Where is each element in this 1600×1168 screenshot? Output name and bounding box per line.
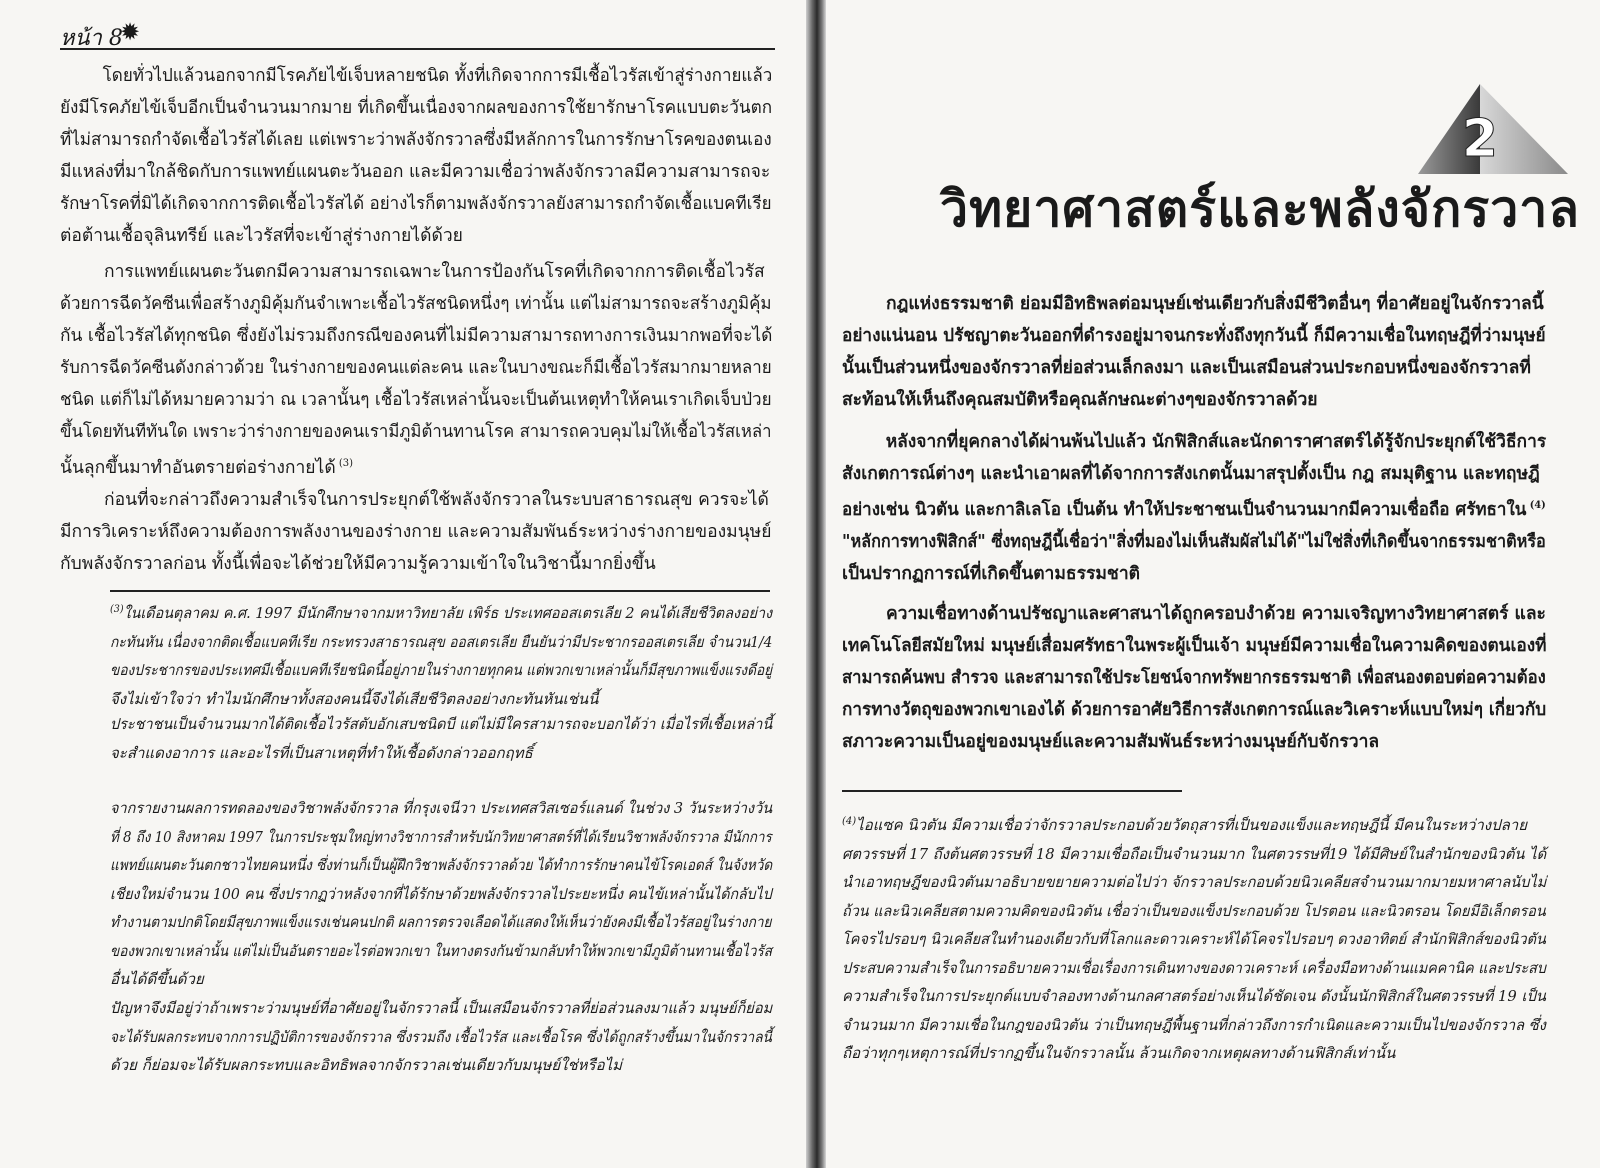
text-line: ทำงานตามปกติโดยมีสุขภาพแข็งแรงเช่นคนปกติ ผลการตรวจเลือดได้แสดงให้เห็นว่ายังคงมีเชื้อไวรัสอยู่ในร่างกาย <box>110 913 772 931</box>
text-line: สะท้อนให้เห็นถึงคุณสมบัติหรือคุณลักษณะต่างๆของจักรวาลด้วย <box>842 390 1318 410</box>
text-line: เชียงใหม่จำนวน 100 คน ซึ่งปรากฏว่าหลังจากที่ได้รักษาด้วยพลังจักรวาลไประยะหนึ่ง คนไข้เหล่านั้นได้กลับไป <box>110 884 772 903</box>
chapter-number: 2 <box>1461 109 1499 169</box>
text-line: อย่างแน่นอน ปรัชญาตะวันออกที่ดำรงอยู่มาจนกระทั่งถึงทุกวันนี้ ก็มีความเชื่อในทฤษฎีที่ว่ามนุษย์ <box>842 326 1546 346</box>
text-line: ที่ 8 ถึง 10 สิงหาคม 1997 ในการประชุมใหญ่ทางวิชาการสำหรับนักวิทยาศาสตร์ที่ได้เรียนวิชาพลังจักรวาล มีนักการ <box>110 827 772 846</box>
text-line: ขึ้นโดยทันทีทันใด เพราะว่าร่างกายของคนเรามีภูมิต้านทานโรค สามารถควบคุมไม่ให้เชื้อไวรัสเหล่า <box>60 422 772 442</box>
text-line: เทคโนโลยีสมัยใหม่ มนุษย์เสื่อมศรัทธาในพระผู้เป็นเจ้า มนุษย์มีความเชื่อในความคิดของตนเองที่ <box>842 636 1547 656</box>
right-paragraph-3 <box>842 598 1546 758</box>
footnote-geneva-report <box>110 794 772 994</box>
text-line: รักษาโรคที่มิได้เกิดจากการติดเชื้อไวรัสได้ อย่างไรก็ตามพลังจักรวาลยังสามารถกำจัดเชื้อแบคทีเรีย <box>60 194 772 214</box>
text-line: รับการฉีดวัคซีนดังกล่าวด้วย ในร่างกายของคนแต่ละคน และในบางขณะก็มีเชื้อไวรัสมากมายหลาย <box>60 358 772 378</box>
text-line: นำเอาทฤษฎีของนิวตันมาอธิบายขยายความต่อไปว่า จักรวาลประกอบด้วยนิวเคลียสจำนวนมากมายมหาศาลนับไม่ <box>842 873 1547 891</box>
sun-star-icon: ✹ <box>120 18 141 46</box>
text-line: สังเกตการณ์ต่างๆ และนำเอาผลที่ได้จากการสังเกตนั้นมาสรุปตั้งเป็น กฎ สมมุติฐาน และทฤษฎี <box>842 464 1540 484</box>
page-number: หน้า 8 <box>60 26 123 51</box>
text-line: การทางวัตถุของพวกเขาเองได้ ด้วยการอาศัยวิธีการสังเกตการณ์และวิเคราะห์แบบใหม่ๆ เกี่ยวกับ <box>842 700 1547 720</box>
text-line: ยังมีโรคภัยไข้เจ็บอีกเป็นจำนวนมากมาย ที่เกิดขึ้นเนื่องจากผลของการใช้ยารักษาโรคแบบตะวันตก <box>60 98 773 118</box>
text-line: ถือว่าทุกๆเหตุการณ์ที่ปรากฏขึ้นในจักรวาลนั้น ล้วนเกิดจากเหตุผลทางด้านฟิสิกส์เท่านั้น <box>842 1044 1396 1062</box>
text-line: สภาวะความเป็นอยู่ของมนุษย์และความสัมพันธ์ระหว่างมนุษย์กับจักรวาล <box>842 732 1380 752</box>
text-line: สามารถค้นพบ สำรวจ และสามารถใช้ประโยชน์จากทรัพยากรธรรมชาติ เพื่อสนองตอบต่อความต้อง <box>842 668 1546 688</box>
text-line: ปัญหาจึงมีอยู่ว่าถ้าเพราะว่ามนุษย์ที่อาศัยอยู่ในจักรวาลนี้ เป็นเสมือนจักรวาลที่ย่อส่วนลงมาแล้ว มนุษย์ก็ย่อม <box>110 999 773 1017</box>
footnote-marker: (3) <box>110 604 124 615</box>
chapter-title: วิทยาศาสตร์และพลังจักรวาล <box>940 180 1581 238</box>
text-line: ของพวกเขาเหล่านั้น แต่ไม่เป็นอันตรายอะไรต่อพวกเขา ในทางตรงกันข้ามกลับทำให้พวกเขามีภูมิต้านทานเชื้อไวรัส <box>110 941 772 960</box>
book-spine <box>806 0 826 1168</box>
text-line: จำนวนมาก มีความเชื่อในกฎของนิวตัน ว่าเป็นทฤษฎีพื้นฐานที่กล่าวถึงการกำเนิดและความเป็นไปของจักรวาล ซึ่ง <box>842 1015 1546 1034</box>
text-line: ด้วย ก็ย่อมจะได้รับผลกระทบและอิทธิพลจากจักรวาลเช่นเดียวกับมนุษย์ใช่หรือไม่ <box>110 1056 623 1074</box>
text-line: มีแหล่งที่มาใกล้ชิดกับการแพทย์แผนตะวันออก และมีความเชื่อว่าพลังจักรวาลมีความสามารถจะ <box>60 162 771 182</box>
text-line: "หลักการทางฟิสิกส์" ซึ่งทฤษฎีนี้เชื่อว่า"สิ่งที่มองไม่เห็นสัมผัสไม่ได้"ไม่ใช่สิ่งที่เกิดขึ้นจากธรรมชาติหรือ <box>842 531 1546 552</box>
text-line: อย่างเช่น นิวตัน และกาลิเลโอ เป็นต้น ทำให้ประชาชนเป็นจำนวนมากมีความเชื่อถือ ศรัทธาใน $^{(4)}$ <box>842 499 1546 520</box>
left-paragraph-3 <box>60 484 772 580</box>
left-paragraph-2 <box>60 256 772 484</box>
text-line: จึงไม่เข้าใจว่า ทำไมนักศึกษาทั้งสองคนนี้จึงได้เสียชีวิตลงอย่างกะทันหันเช่นนี้ <box>110 689 599 708</box>
text-line: นั้นเป็นส่วนหนึ่งของจักรวาลที่ย่อส่วนเล็กลงมา และเป็นเสมือนส่วนประกอบหนึ่งของจักรวาลที่ <box>842 358 1531 378</box>
text-line: กัน เชื้อไวรัสได้ทุกชนิด ซึ่งยังไม่รวมถึงกรณีของคนที่ไม่มีความสามารถทางการเงินมากพอที่จะได้ <box>60 326 773 346</box>
right-paragraph-2 <box>842 426 1546 590</box>
text-line: ของประชากรของประเทศมีเชื้อแบคทีเรียชนิดนี้อยู่ภายในร่างกายทุกคน แต่พวกเขาเหล่านั้นก็มีสุขภาพแข็งแรงดีอยู่ <box>110 661 773 679</box>
text-line: $^{(4)}$ไอแซค นิวตัน มีความเชื่อว่าจักรวาลประกอบด้วยวัตถุสารที่เป็นของแข็งและทฤษฎีนี้ มีคนในระหว่างปลาย <box>842 816 1528 834</box>
text-line: ก่อนที่จะกล่าวถึงความสำเร็จในการประยุกต์ใช้พลังจักรวาลในระบบสาธารณสุข ควรจะได้ <box>104 490 769 510</box>
text-line: เป็นปรากฏการณ์ที่เกิดขึ้นตามธรรมชาติ <box>842 563 1141 584</box>
text-line: กฎแห่งธรรมชาติ ย่อมมีอิทธิพลต่อมนุษย์เช่นเดียวกับสิ่งมีชีวิตอื่นๆ ที่อาศัยอยู่ในจักรวาลนี้ <box>886 294 1544 314</box>
text-line: จะสำแดงอาการ และอะไรที่เป็นสาเหตุที่ทำให้เชื้อดังกล่าวออกฤทธิ์ <box>110 743 533 762</box>
footnote-question <box>110 994 772 1080</box>
text-line: ประสบความสำเร็จในการอธิบายความเชื่อเรื่องการเดินทางของดาวเคราะห์ เครื่องมือทางด้านแมคคานิค และประสบ <box>842 958 1546 977</box>
text-line: ความเชื่อทางด้านปรัชญาและศาสนาได้ถูกครอบงำด้วย ความเจริญทางวิทยาศาสตร์ และ <box>885 604 1546 624</box>
footnote-4 <box>842 808 1546 1068</box>
chapter-pyramid-icon <box>1418 84 1568 174</box>
footnote-hepatitis <box>110 710 772 767</box>
footnote-reference[interactable]: (4) <box>1526 500 1546 511</box>
text-line: กับพลังจักรวาลก่อน ทั้งนี้เพื่อจะได้ช่วยให้มีความรู้ความเข้าใจในวิชานี้มากยิ่งขึ้น <box>60 554 656 574</box>
text-line: กะทันหัน เนื่องจากติดเชื้อแบคทีเรีย กระทรวงสาธารณสุข ออสเตรเลีย ยืนยันว่ามีประชากรออสเตรเลีย จำนวน1/4 <box>110 632 773 651</box>
left-paragraph-1 <box>60 60 772 252</box>
text-line: หลังจากที่ยุคกลางได้ผ่านพ้นไปแล้ว นักฟิสิกส์และนักดาราศาสตร์ได้รู้จักประยุกต์ใช้วิธีการ <box>885 432 1547 452</box>
text-line: จะได้รับผลกระทบจากการปฏิบัติการของจักรวาล ซึ่งรวมถึง เชื้อไวรัส และเชื้อโรค ซึ่งได้ถูกสร้างขึ้นมาในจักรวาลนี้ <box>110 1027 772 1046</box>
text-line: แพทย์แผนตะวันตกชาวไทยคนหนึ่ง ซึ่งท่านก็เป็นผู้ฝึกวิชาพลังจักรวาลด้วย ได้ทำการรักษาคนไข้โรคเอดส์ ในจังหวัด <box>110 856 773 874</box>
footnote-reference[interactable]: (3) <box>335 458 354 469</box>
text-line: ความสำเร็จในการประยุกต์แบบจำลองทางด้านกลศาสตร์อย่างเห็นได้ชัดเจน ดังนั้นนักฟิสิกส์ในศตวรรษที่ 19 เป็น <box>842 987 1546 1005</box>
text-line: ด้วยการฉีดวัคซีนเพื่อสร้างภูมิคุ้มกันจำเพาะเชื้อไวรัสชนิดหนึ่งๆ เท่านั้น แต่ไม่สามารถจะสร้างภูมิคุ้ม <box>60 294 772 314</box>
text-line: จากรายงานผลการทดลองของวิชาพลังจักรวาล ที่กรุงเจนีวา ประเทศสวิสเซอร์แลนด์ ในช่วง 3 วันระหว่างวัน <box>110 799 773 817</box>
text-line: ศตวรรษที่ 17 ถึงต้นศตวรรษที่ 18 มีความเชื่อถือเป็นจำนวนมาก ในศตวรรษที่19 ได้มีศิษย์ในสำนักของนิวตัน ได้ <box>842 844 1547 863</box>
text-line: การแพทย์แผนตะวันตกมีความสามารถเฉพาะในการป้องกันโรคที่เกิดจากการติดเชื้อไวรัส <box>104 262 765 282</box>
footnote-divider <box>110 590 770 592</box>
right-footnote-divider <box>842 790 1182 792</box>
footnote-3 <box>110 596 772 713</box>
text-line: ประชาชนเป็นจำนวนมากได้ติดเชื้อไวรัสตับอักเสบชนิดบี แต่ไม่มีใครสามารถจะบอกได้ว่า เมื่อไรที่เชื้อเหล่านี้ <box>110 715 773 733</box>
text-line: โคจรไปรอบๆ นิวเคลียสในทำนองเดียวกับที่โลกและดาวเคราะห์ได้โคจรไปรอบๆ ดวงอาทิตย์ สำนักฟิสิกส์ของนิวตัน <box>842 930 1546 948</box>
page-header <box>60 14 775 50</box>
text-line: มีการวิเคราะห์ถึงความต้องการพลังงานของร่างกาย และความสัมพันธ์ระหว่างร่างกายของมนุษย์ <box>60 522 772 542</box>
text-line: นั้นลุกขึ้นมาทำอันตรายต่อร่างกายได้ $^{(3)}$ <box>60 457 354 478</box>
text-line: โดยทั่วไปแล้วนอกจากมีโรคภัยไข้เจ็บหลายชนิด ทั้งที่เกิดจากการมีเชื้อไวรัสเข้าสู่ร่างกายแล้ว <box>102 66 773 86</box>
text-line: ชนิด แต่ก็ไม่ได้หมายความว่า ณ เวลานั้นๆ เชื้อไวรัสเหล่านั้นจะเป็นต้นเหตุทำให้คนเราเกิดเจ็บป่วย <box>60 390 772 410</box>
text-line: ถ้วน และนิวเคลียสตามความคิดของนิวตัน เชื่อว่าเป็นของแข็งประกอบด้วย โปรตอน และนิวตรอน โดยมีอิเล็กตรอน <box>842 901 1546 920</box>
text-line: อื่นได้ดีขึ้นด้วย <box>110 970 204 988</box>
text-line: ต่อต้านเชื้อจุลินทรีย์ และไวรัสที่จะเข้าสู่ร่างกายได้ด้วย <box>60 226 463 246</box>
right-paragraph-1 <box>842 288 1546 416</box>
text-line: $^{(3)}$ในเดือนตุลาคม ค.ศ. 1997 มีนักศึกษาจากมหาวิทยาลัย เพิร์ธ ประเทศออสเตรเลีย 2 คนได้เสียชีวิตลงอย่าง <box>110 604 773 622</box>
footnote-marker: (4) <box>842 816 857 827</box>
text-line: ที่ไม่สามารถกำจัดเชื้อไวรัสได้เลย แต่เพราะว่าพลังจักรวาลซึ่งมีหลักการในการรักษาโรคของตนเอง <box>60 130 772 150</box>
